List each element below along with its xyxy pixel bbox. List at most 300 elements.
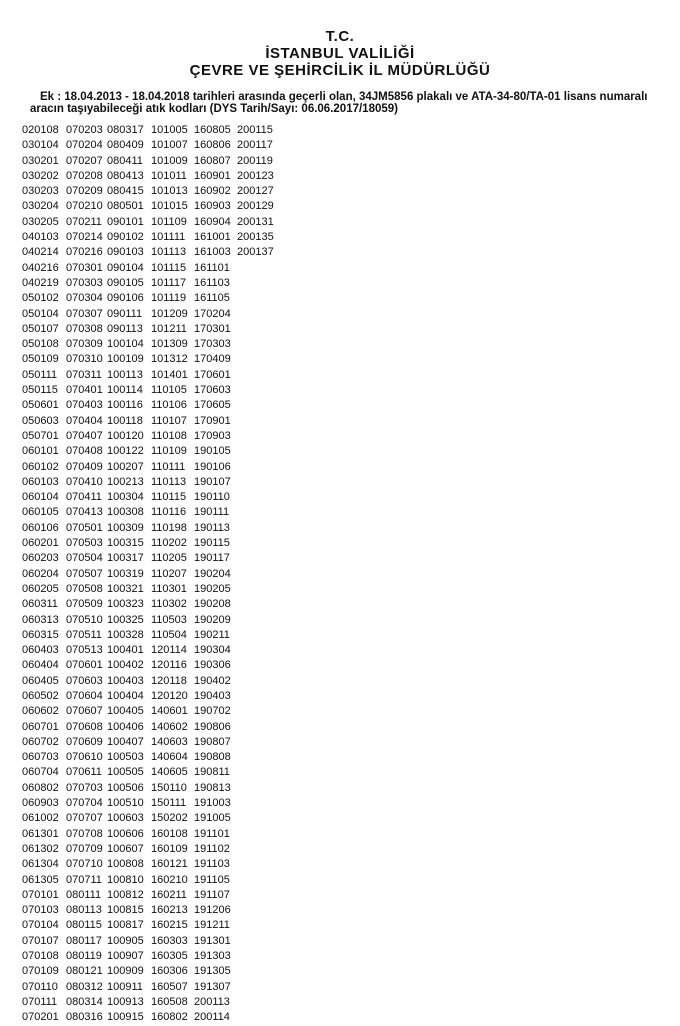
waste-code: 060311 bbox=[22, 598, 58, 611]
waste-code: 100402 bbox=[107, 659, 144, 672]
code-column bbox=[194, 123, 231, 1026]
waste-code: 191003 bbox=[194, 797, 231, 810]
waste-code: 090101 bbox=[107, 215, 144, 228]
waste-code: 060203 bbox=[22, 552, 59, 565]
intro-text bbox=[30, 92, 650, 115]
waste-code: 100406 bbox=[107, 720, 144, 733]
waste-code: 060315 bbox=[22, 628, 59, 641]
waste-code: 101401 bbox=[151, 368, 188, 381]
waste-code: 160902 bbox=[194, 185, 231, 198]
header-mudurluk: ÇEVRE VE ŞEHİRCİLİK İL MÜDÜRLÜĞÜ bbox=[189, 62, 491, 79]
waste-code: 191102 bbox=[194, 842, 230, 855]
waste-code: 190403 bbox=[194, 689, 231, 702]
waste-code: 100510 bbox=[107, 797, 144, 810]
waste-code: 030202 bbox=[22, 169, 59, 182]
waste-code: 030204 bbox=[22, 200, 59, 213]
waste-code: 080115 bbox=[66, 919, 102, 932]
waste-code: 080317 bbox=[107, 124, 144, 136]
waste-code: 100104 bbox=[107, 338, 144, 351]
waste-code: 100506 bbox=[107, 781, 144, 794]
waste-code: 080415 bbox=[107, 185, 144, 198]
waste-code: 050115 bbox=[22, 384, 58, 397]
waste-code: 070211 bbox=[66, 215, 102, 228]
waste-code: 190209 bbox=[194, 613, 231, 626]
waste-code: 200119 bbox=[237, 154, 273, 167]
waste-code: 110111 bbox=[151, 460, 186, 473]
waste-code: 100315 bbox=[107, 537, 144, 550]
waste-code: 080314 bbox=[66, 995, 103, 1008]
waste-code: 101113 bbox=[151, 246, 187, 259]
waste-code: 110301 bbox=[151, 582, 187, 595]
waste-code: 150111 bbox=[151, 797, 187, 810]
waste-code: 070311 bbox=[66, 368, 102, 381]
waste-code: 110302 bbox=[151, 598, 187, 611]
waste-code: 070707 bbox=[66, 812, 103, 825]
waste-code: 070107 bbox=[22, 934, 59, 947]
waste-code: 090103 bbox=[107, 246, 144, 259]
waste-code: 070304 bbox=[66, 292, 103, 305]
waste-code: 191303 bbox=[194, 950, 231, 963]
waste-code: 101209 bbox=[151, 307, 188, 320]
waste-code: 100911 bbox=[107, 980, 143, 993]
waste-code: 061305 bbox=[22, 873, 59, 886]
waste-code: 160806 bbox=[194, 139, 231, 152]
waste-code: 120114 bbox=[151, 644, 187, 657]
waste-code: 070404 bbox=[66, 414, 103, 427]
waste-code: 150202 bbox=[151, 812, 188, 825]
waste-code: 190204 bbox=[194, 567, 231, 580]
waste-code: 070410 bbox=[66, 475, 103, 488]
waste-code: 070110 bbox=[22, 980, 58, 993]
waste-code: 100321 bbox=[107, 582, 144, 595]
waste-code: 160108 bbox=[151, 827, 188, 840]
waste-code: 060201 bbox=[22, 537, 59, 550]
waste-code: 160903 bbox=[194, 200, 231, 213]
waste-code: 070703 bbox=[66, 781, 103, 794]
waste-code: 110116 bbox=[151, 506, 187, 519]
waste-code: 190306 bbox=[194, 659, 231, 672]
waste-code: 200131 bbox=[237, 215, 274, 228]
waste-code: 060903 bbox=[22, 797, 59, 810]
waste-code: 050107 bbox=[22, 322, 59, 335]
waste-code: 080316 bbox=[66, 1011, 103, 1024]
code-column bbox=[237, 123, 274, 261]
waste-code: 060106 bbox=[22, 521, 59, 534]
waste-code: 190111 bbox=[194, 506, 230, 519]
waste-code: 070210 bbox=[66, 200, 103, 213]
waste-code: 080119 bbox=[66, 950, 102, 963]
waste-code: 070503 bbox=[66, 537, 103, 550]
waste-code: 090105 bbox=[107, 276, 144, 289]
waste-code: 101117 bbox=[151, 276, 187, 289]
waste-code: 110109 bbox=[151, 445, 187, 458]
waste-code: 191211 bbox=[194, 919, 230, 932]
waste-code: 160213 bbox=[151, 904, 188, 917]
waste-code: 060204 bbox=[22, 567, 59, 580]
waste-code: 070608 bbox=[66, 720, 103, 733]
waste-code: 200129 bbox=[237, 200, 274, 213]
waste-code: 050109 bbox=[22, 353, 59, 366]
waste-code: 191301 bbox=[194, 934, 231, 947]
waste-code: 070307 bbox=[66, 307, 103, 320]
waste-code: 190304 bbox=[194, 644, 231, 657]
waste-code: 191105 bbox=[194, 873, 230, 886]
waste-code: 060704 bbox=[22, 766, 59, 779]
waste-code: 100213 bbox=[107, 475, 144, 488]
waste-code: 070507 bbox=[66, 567, 103, 580]
waste-code: 190205 bbox=[194, 582, 231, 595]
waste-code: 160901 bbox=[194, 169, 231, 182]
waste-code: 100207 bbox=[107, 460, 144, 473]
waste-code: 070511 bbox=[66, 628, 102, 641]
waste-code: 070103 bbox=[22, 904, 59, 917]
waste-code: 100808 bbox=[107, 858, 144, 871]
waste-code: 100317 bbox=[107, 552, 144, 565]
waste-code: 100114 bbox=[107, 384, 143, 397]
waste-code: 100113 bbox=[107, 368, 143, 381]
waste-code: 200135 bbox=[237, 231, 274, 244]
waste-code: 190208 bbox=[194, 598, 231, 611]
waste-code: 110113 bbox=[151, 475, 187, 488]
waste-code: 170301 bbox=[194, 322, 231, 335]
waste-code: 070709 bbox=[66, 842, 103, 855]
waste-code: 050102 bbox=[22, 292, 59, 305]
waste-code: 110503 bbox=[151, 613, 187, 626]
waste-code: 101119 bbox=[151, 292, 187, 305]
waste-code: 070504 bbox=[66, 552, 103, 565]
waste-code: 110106 bbox=[151, 399, 187, 412]
waste-code: 191307 bbox=[194, 980, 231, 993]
waste-code: 101309 bbox=[151, 338, 188, 351]
waste-code: 090113 bbox=[107, 322, 143, 335]
intro-line-2: aracın taşıyabileceği atık kodları (DYS Tarih/Sayı: 06.06.2017/18059) bbox=[30, 102, 398, 115]
waste-code: 101211 bbox=[151, 322, 187, 335]
waste-code: 160303 bbox=[151, 934, 188, 947]
waste-code: 080121 bbox=[66, 965, 103, 978]
waste-code: 110198 bbox=[151, 521, 187, 534]
waste-code: 080413 bbox=[107, 169, 144, 182]
waste-code: 100607 bbox=[107, 842, 144, 855]
waste-code: 090104 bbox=[107, 261, 144, 274]
waste-code: 070301 bbox=[66, 261, 103, 274]
waste-code: 080113 bbox=[66, 904, 102, 917]
waste-code: 070101 bbox=[22, 888, 59, 901]
waste-code: 070201 bbox=[22, 1011, 59, 1024]
code-column bbox=[22, 123, 59, 1026]
waste-code: 060104 bbox=[22, 491, 59, 504]
code-column bbox=[151, 123, 188, 1026]
waste-code: 100407 bbox=[107, 735, 144, 748]
waste-code: 100328 bbox=[107, 628, 144, 641]
waste-code: 070203 bbox=[66, 124, 103, 136]
waste-code: 070104 bbox=[22, 919, 59, 932]
waste-code: 080117 bbox=[66, 934, 102, 947]
waste-code: 080411 bbox=[107, 154, 143, 167]
waste-code: 100308 bbox=[107, 506, 144, 519]
waste-code: 090106 bbox=[107, 292, 144, 305]
waste-code: 070609 bbox=[66, 735, 103, 748]
waste-code: 070710 bbox=[66, 858, 103, 871]
waste-code: 060404 bbox=[22, 659, 59, 672]
waste-code: 190808 bbox=[194, 751, 231, 764]
waste-code: 070501 bbox=[66, 521, 103, 534]
waste-code: 140603 bbox=[151, 735, 188, 748]
waste-code: 101115 bbox=[151, 261, 187, 274]
waste-code: 160109 bbox=[151, 842, 188, 855]
waste-code: 070309 bbox=[66, 338, 103, 351]
waste-code: 100401 bbox=[107, 644, 144, 657]
header-valilik: İSTANBUL VALİLİĞİ bbox=[265, 45, 415, 62]
waste-code: 161103 bbox=[194, 276, 230, 289]
waste-code: 070604 bbox=[66, 689, 103, 702]
waste-code: 070711 bbox=[66, 873, 102, 886]
waste-code: 070108 bbox=[22, 950, 59, 963]
waste-code: 110108 bbox=[151, 429, 187, 442]
waste-code: 190402 bbox=[194, 674, 231, 687]
waste-code: 200123 bbox=[237, 169, 274, 182]
waste-code: 200137 bbox=[237, 246, 274, 259]
waste-code: 070708 bbox=[66, 827, 103, 840]
waste-code: 160805 bbox=[194, 124, 231, 136]
waste-code: 100503 bbox=[107, 751, 144, 764]
waste-code: 100404 bbox=[107, 689, 144, 702]
waste-code: 061302 bbox=[22, 842, 59, 855]
waste-code: 030205 bbox=[22, 215, 59, 228]
waste-code: 170409 bbox=[194, 353, 231, 366]
waste-code: 070204 bbox=[66, 139, 103, 152]
code-column bbox=[107, 123, 144, 1026]
waste-code: 160507 bbox=[151, 980, 188, 993]
waste-code: 040219 bbox=[22, 276, 59, 289]
waste-code: 101011 bbox=[151, 169, 187, 182]
waste-code: 070607 bbox=[66, 705, 103, 718]
waste-code: 160904 bbox=[194, 215, 231, 228]
waste-code: 060702 bbox=[22, 735, 59, 748]
waste-code: 190813 bbox=[194, 781, 231, 794]
waste-code: 101111 bbox=[151, 231, 186, 244]
waste-code: 190110 bbox=[194, 491, 230, 504]
waste-code: 100118 bbox=[107, 414, 143, 427]
waste-code: 190807 bbox=[194, 735, 231, 748]
waste-code: 200117 bbox=[237, 139, 273, 152]
waste-code: 101013 bbox=[151, 185, 188, 198]
waste-code: 191101 bbox=[194, 827, 230, 840]
waste-code: 190106 bbox=[194, 460, 231, 473]
waste-code: 070409 bbox=[66, 460, 103, 473]
waste-code: 170303 bbox=[194, 338, 231, 351]
waste-code: 170605 bbox=[194, 399, 231, 412]
waste-code: 110115 bbox=[151, 491, 187, 504]
waste-code: 070109 bbox=[22, 965, 59, 978]
waste-code: 100403 bbox=[107, 674, 144, 687]
waste-code: 161003 bbox=[194, 246, 231, 259]
waste-code: 100812 bbox=[107, 888, 144, 901]
waste-code: 200114 bbox=[194, 1011, 230, 1024]
waste-code: 100109 bbox=[107, 353, 144, 366]
waste-code: 110504 bbox=[151, 628, 187, 641]
waste-code: 100913 bbox=[107, 995, 144, 1008]
waste-code: 090111 bbox=[107, 307, 143, 320]
waste-code: 070403 bbox=[66, 399, 103, 412]
waste-code: 070413 bbox=[66, 506, 103, 519]
waste-code: 160807 bbox=[194, 154, 231, 167]
waste-code: 070407 bbox=[66, 429, 103, 442]
waste-code: 070411 bbox=[66, 491, 102, 504]
waste-code: 070601 bbox=[66, 659, 103, 672]
waste-code: 060101 bbox=[22, 445, 59, 458]
waste-code: 160210 bbox=[151, 873, 188, 886]
waste-code: 100319 bbox=[107, 567, 144, 580]
waste-code: 070303 bbox=[66, 276, 103, 289]
waste-code: 070510 bbox=[66, 613, 103, 626]
waste-code: 070214 bbox=[66, 231, 103, 244]
waste-code: 100909 bbox=[107, 965, 144, 978]
header-tc: T.C. bbox=[325, 28, 355, 45]
waste-code: 070704 bbox=[66, 797, 103, 810]
waste-code: 160306 bbox=[151, 965, 188, 978]
waste-code: 050601 bbox=[22, 399, 59, 412]
waste-code: 101109 bbox=[151, 215, 187, 228]
waste-code: 061301 bbox=[22, 827, 59, 840]
waste-code: 060403 bbox=[22, 644, 59, 657]
waste-code: 030201 bbox=[22, 154, 59, 167]
waste-code: 040103 bbox=[22, 231, 59, 244]
waste-code: 030203 bbox=[22, 185, 59, 198]
waste-code: 060602 bbox=[22, 705, 59, 718]
waste-code: 100915 bbox=[107, 1011, 144, 1024]
waste-code: 140602 bbox=[151, 720, 188, 733]
waste-code: 191107 bbox=[194, 888, 230, 901]
waste-code: 200113 bbox=[194, 995, 230, 1008]
waste-code: 110105 bbox=[151, 384, 187, 397]
waste-code: 060313 bbox=[22, 613, 59, 626]
waste-code: 190115 bbox=[194, 537, 230, 550]
waste-code: 161101 bbox=[194, 261, 230, 274]
waste-code: 050108 bbox=[22, 338, 59, 351]
document-header bbox=[0, 28, 680, 79]
waste-code: 160305 bbox=[151, 950, 188, 963]
waste-code: 050701 bbox=[22, 429, 59, 442]
waste-code: 060703 bbox=[22, 751, 59, 764]
waste-code: 190113 bbox=[194, 521, 230, 534]
waste-code: 070207 bbox=[66, 154, 103, 167]
waste-code: 070209 bbox=[66, 185, 103, 198]
waste-code: 070508 bbox=[66, 582, 103, 595]
waste-code: 090102 bbox=[107, 231, 144, 244]
waste-code: 170603 bbox=[194, 384, 231, 397]
waste-code: 060102 bbox=[22, 460, 59, 473]
waste-code: 061304 bbox=[22, 858, 59, 871]
waste-code: 050603 bbox=[22, 414, 59, 427]
waste-code: 100606 bbox=[107, 827, 144, 840]
waste-code: 170601 bbox=[194, 368, 231, 381]
waste-code: 161105 bbox=[194, 292, 230, 305]
waste-code: 100603 bbox=[107, 812, 144, 825]
waste-code: 100817 bbox=[107, 919, 144, 932]
waste-code: 070208 bbox=[66, 169, 103, 182]
waste-code: 160215 bbox=[151, 919, 188, 932]
waste-code: 040214 bbox=[22, 246, 59, 259]
waste-code: 070611 bbox=[66, 766, 102, 779]
waste-code: 160508 bbox=[151, 995, 188, 1008]
waste-code: 080312 bbox=[66, 980, 103, 993]
waste-code: 060701 bbox=[22, 720, 59, 733]
waste-code: 100116 bbox=[107, 399, 143, 412]
waste-code: 070610 bbox=[66, 751, 103, 764]
intro-line-1: Ek : 18.04.2013 - 18.04.2018 tarihleri arasında geçerli olan, 34JM5856 plakalı ve ATA-34-80/TA-01 lisans numaralı bbox=[40, 91, 648, 103]
waste-code: 150110 bbox=[151, 781, 187, 794]
waste-code: 070310 bbox=[66, 353, 103, 366]
waste-code: 190211 bbox=[194, 628, 230, 641]
waste-code: 060103 bbox=[22, 475, 59, 488]
waste-code: 080111 bbox=[66, 888, 102, 901]
waste-code: 100907 bbox=[107, 950, 144, 963]
waste-code: 050111 bbox=[22, 368, 58, 381]
waste-code: 070308 bbox=[66, 322, 103, 335]
waste-code: 101009 bbox=[151, 154, 188, 167]
waste-code: 190811 bbox=[194, 766, 230, 779]
waste-code: 100120 bbox=[107, 429, 144, 442]
waste-code: 191206 bbox=[194, 904, 231, 917]
waste-code: 100815 bbox=[107, 904, 144, 917]
waste-code: 060205 bbox=[22, 582, 59, 595]
waste-code: 070509 bbox=[66, 598, 103, 611]
waste-code: 120116 bbox=[151, 659, 187, 672]
waste-code: 190117 bbox=[194, 552, 230, 565]
waste-code: 060405 bbox=[22, 674, 59, 687]
waste-code: 100122 bbox=[107, 445, 144, 458]
waste-code: 110202 bbox=[151, 537, 187, 550]
waste-code: 191103 bbox=[194, 858, 230, 871]
waste-code: 080409 bbox=[107, 139, 144, 152]
waste-code: 050104 bbox=[22, 307, 59, 320]
waste-code: 100304 bbox=[107, 491, 144, 504]
waste-code: 110107 bbox=[151, 414, 187, 427]
waste-code: 170901 bbox=[194, 414, 231, 427]
waste-code: 060105 bbox=[22, 506, 59, 519]
waste-code: 070401 bbox=[66, 384, 103, 397]
waste-code: 100810 bbox=[107, 873, 144, 886]
waste-code: 190107 bbox=[194, 475, 231, 488]
waste-code: 191005 bbox=[194, 812, 231, 825]
waste-code: 190806 bbox=[194, 720, 231, 733]
waste-code: 101312 bbox=[151, 353, 188, 366]
waste-code: 060802 bbox=[22, 781, 59, 794]
waste-code: 140604 bbox=[151, 751, 188, 764]
waste-code: 070513 bbox=[66, 644, 103, 657]
waste-code: 120120 bbox=[151, 689, 188, 702]
waste-code: 101007 bbox=[151, 139, 188, 152]
waste-code: 100323 bbox=[107, 598, 144, 611]
waste-code: 060502 bbox=[22, 689, 59, 702]
waste-code: 200127 bbox=[237, 185, 274, 198]
waste-code: 070216 bbox=[66, 246, 103, 259]
waste-code: 160211 bbox=[151, 888, 187, 901]
waste-code: 070111 bbox=[22, 995, 58, 1008]
waste-code: 160121 bbox=[151, 858, 188, 871]
waste-code: 120118 bbox=[151, 674, 187, 687]
waste-code: 040216 bbox=[22, 261, 59, 274]
waste-code: 100905 bbox=[107, 934, 144, 947]
waste-code: 100325 bbox=[107, 613, 144, 626]
waste-code: 110205 bbox=[151, 552, 187, 565]
waste-code: 061002 bbox=[22, 812, 59, 825]
waste-code: 170204 bbox=[194, 307, 231, 320]
waste-code: 191305 bbox=[194, 965, 231, 978]
waste-code: 101015 bbox=[151, 200, 188, 213]
waste-code: 170903 bbox=[194, 429, 231, 442]
waste-code: 080501 bbox=[107, 200, 144, 213]
